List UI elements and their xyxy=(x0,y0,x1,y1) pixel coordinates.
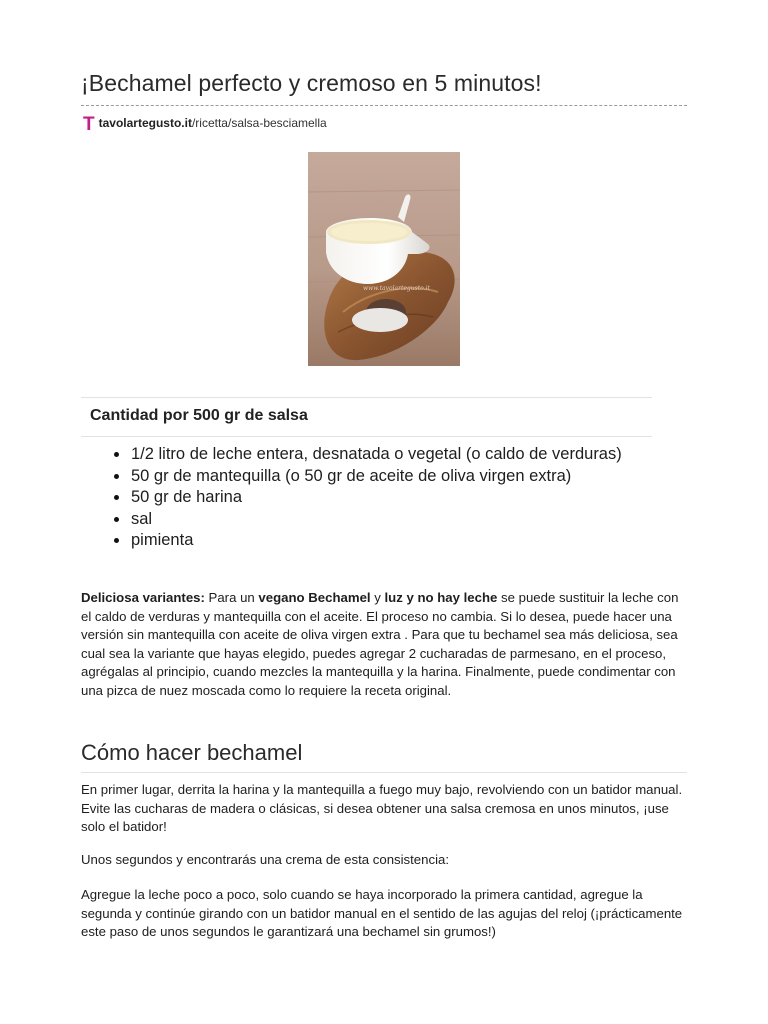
page-title: ¡Bechamel perfecto y cremoso en 5 minutos! xyxy=(81,70,542,96)
variants-text: y xyxy=(370,590,385,605)
ingredients-list xyxy=(81,444,622,552)
instruction-paragraph: Agregue la leche poco a poco, solo cuando se haya incorporado la primera cantidad, agregue la segunda y continúe girando con un batidor manual en el sentido de las agujas del reloj (¡prácticamente este paso de unos segundos le garantizará una bechamel sin grumos!) xyxy=(81,887,683,939)
bechamel-photo xyxy=(308,152,460,366)
section-heading: Cómo hacer bechamel xyxy=(81,740,303,765)
ingredients-heading: Cantidad por 500 gr de salsa xyxy=(90,407,308,424)
list-item: pimienta xyxy=(81,530,622,552)
list-item: 50 gr de harina xyxy=(81,487,622,509)
source-line xyxy=(83,114,327,136)
source-link[interactable] xyxy=(99,116,327,130)
variants-label: Deliciosa variantes: xyxy=(81,590,205,605)
photo-watermark: www.tavolartegusto.it xyxy=(363,285,430,292)
variants-text: Para un xyxy=(204,590,259,605)
variants-bold: luz y no hay leche xyxy=(384,590,498,605)
section-divider xyxy=(81,772,687,773)
variants-paragraph xyxy=(81,589,687,700)
list-item: 1/2 litro de leche entera, desnatada o vegetal (o caldo de verduras) xyxy=(81,444,622,466)
variants-text: se puede sustituir la leche con el caldo de verduras y mantequilla con el aceite. El proceso no cambia. Si lo desea, puede hacer una versión sin mantequilla con aceite de oliva virgen extra . Para que tu bechamel sea más deliciosa, sea cual sea la variante que hayas elegido, puedes agregar 2 cucharadas de parmesano, en el proceso, agrégalas al principio, cuando mezcles la mantequilla y la harina. Finalmente, puede condimentar con una pizca de nuez moscada como lo requiere la receta original. xyxy=(81,590,679,698)
list-item: 50 gr de mantequilla (o 50 gr de aceite de oliva virgen extra) xyxy=(81,466,622,488)
source-path: /ricetta/salsa-besciamella xyxy=(191,116,327,130)
title-divider xyxy=(81,105,687,106)
site-logo-icon: T xyxy=(83,114,95,135)
list-item: sal xyxy=(81,509,622,531)
ingredients-header xyxy=(81,397,652,437)
variants-bold: vegano Bechamel xyxy=(258,590,371,605)
source-domain: tavolartegusto.it xyxy=(98,116,192,130)
instruction-paragraph: En primer lugar, derrita la harina y la mantequilla a fuego muy bajo, revolviendo con un batidor manual. Evite las cucharas de madera o clásicas, si desea obtener una salsa cremosa en unos minutos, ¡use solo el batidor! xyxy=(81,782,683,834)
instruction-paragraph: Unos segundos y encontrarás una crema de esta consistencia: xyxy=(81,852,449,867)
